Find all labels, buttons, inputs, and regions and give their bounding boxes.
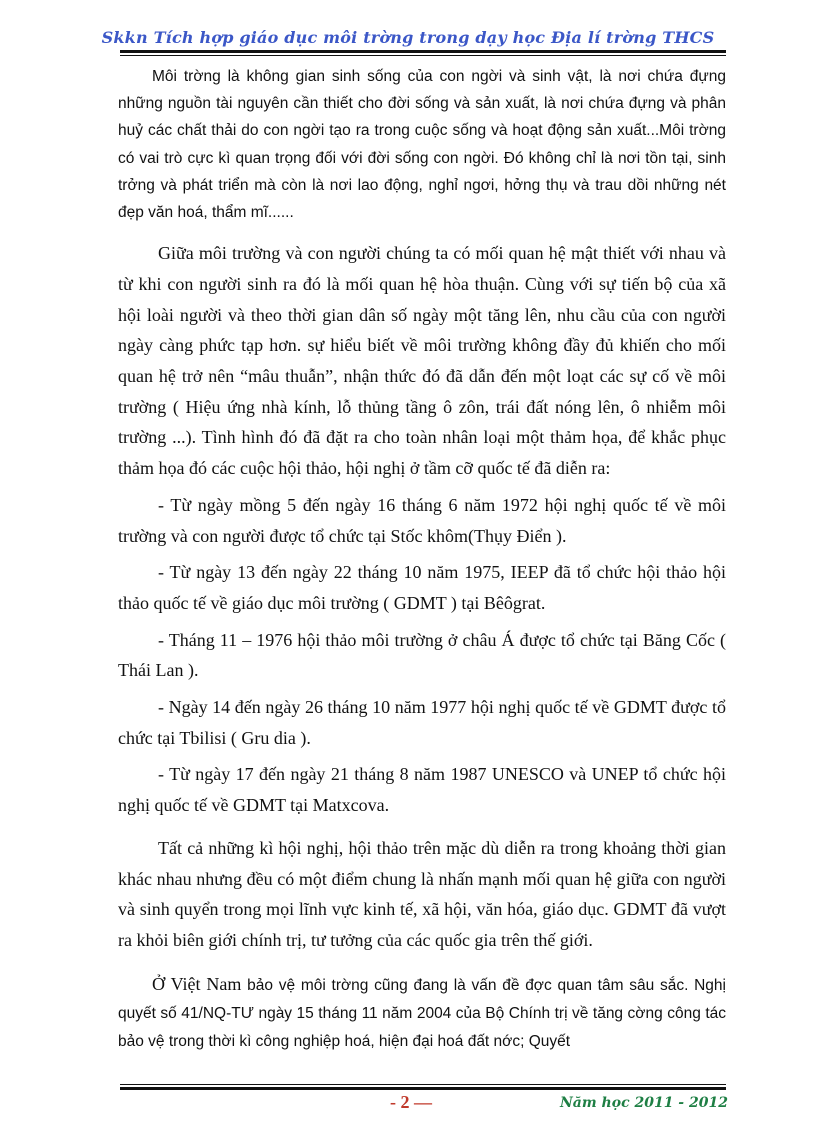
page-number: - 2 — — [390, 1092, 432, 1112]
list-item-conference-1976: - Tháng 11 – 1976 hội thảo môi trường ở châu Á được tổ chức tại Băng Cốc ( Thái Lan ). — [118, 629, 726, 681]
list-item-conference-1977: - Ngày 14 đến ngày 26 tháng 10 năm 1977 hội nghị quốc tế về GDMT được tổ chức tại Tbilisi ( Gru dia ). — [118, 697, 726, 748]
header-rule-thin — [120, 55, 726, 56]
list-item-conference-1972: - Từ ngày mồng 5 đến ngày 16 tháng 6 năm 1972 hội nghị quốc tế về môi trường và con người được tổ chức tại Stốc khôm(Thụy Điển ). — [118, 494, 726, 546]
footer-school-year: Năm học 2011 - 2012 — [560, 1095, 728, 1111]
paragraph-environment-definition: Môi trờng là không gian sinh sống của con ngời và sinh vật, là nơi chứa đựng những nguồn tài nguyên cần thiết cho đời sống và sản xuất, là nơi chứa đựng và phân huỷ các chất thải do con ngời tạo ra trong cuộc sống và hoạt động sản xuất...Môi trờng có vai trò cực kì quan trọng đối với đời sống con ngời. Đó không chỉ là nơi tồn tại, sinh trởng và phát triển mà còn là nơi lao động, nghỉ ngơi, hởng thụ và trau dồi những nét đẹp văn hoá, thẩm mĩ...... — [118, 68, 726, 222]
footer-rule-thin — [120, 1084, 726, 1085]
paragraph-vietnam-lead: Ở Việt Nam — [152, 973, 242, 994]
footer-rule-thick — [120, 1087, 726, 1090]
list-item-conference-1987: - Từ ngày 17 đến ngày 21 tháng 8 năm 1987 UNESCO và UNEP tổ chức hội nghị quốc tế về GDMT tại Matxcova. — [118, 764, 726, 816]
header-rule-thick — [120, 50, 726, 53]
paragraph-vietnam-text: bảo vệ môi trờng cũng đang là vấn đề đợc quan tâm sâu sắc. Nghị quyết số 41/NQ-TƯ ngày 15 tháng 11 năm 2004 của Bộ Chính trị về tăng cờng công tác bảo vệ trong thời kì công nghiệp hoá, hiện đại hoá đất nớc; Quyết — [118, 976, 726, 1050]
paragraph-human-environment: Giữa môi trường và con người chúng ta có mối quan hệ mật thiết với nhau và từ khi con người sinh ra đó là mối quan hệ hòa thuận. Cùng với sự tiến bộ của xã hội loài người và theo thời gian dân số ngày một tăng lên, nhu cầu của con người ngày càng phức tạp hơn. sự hiểu biết về môi trường không đầy đủ khiến cho mối quan hệ trở nên “mâu thuẫn”, nhận thức đó đã dẫn đến một loạt các sự cố về môi trường ( Hiệu ứng nhà kính, lỗ thủng tầng ô zôn, trái đất nóng lên, ô nhiễm môi trường ...). Tình hình đó đã đặt ra cho toàn nhân loại một thảm họa, để khắc phục thảm họa đó các cuộc hội thảo, hội nghị ở tầm cỡ quốc tế đã diễn ra: — [118, 243, 726, 479]
paragraph-conference-summary: Tất cả những kì hội nghị, hội thảo trên mặc dù diễn ra trong khoảng thời gian khác nhau nhưng đều có một điểm chung là nhấn mạnh mối quan hệ giữa con người và sinh quyển trong mọi lĩnh vực kinh tế, xã hội, văn hóa, giáo dục. GDMT đã vượt ra khỏi biên giới chính trị, tư tưởng của các quốc gia trên thế giới. — [118, 837, 726, 950]
list-item-conference-1975: - Từ ngày 13 đến ngày 22 tháng 10 năm 1975, IEEP đã tổ chức hội thảo hội thảo quốc tế về giáo dục môi trường ( GDMT ) tại Bêôgrat. — [118, 562, 726, 613]
paragraph-vietnam — [118, 970, 726, 1056]
document-body — [118, 60, 726, 1056]
header-title: Skkn Tích hợp giáo dục môi trờng trong dạy học Địa lí trờng THCS — [101, 28, 715, 47]
